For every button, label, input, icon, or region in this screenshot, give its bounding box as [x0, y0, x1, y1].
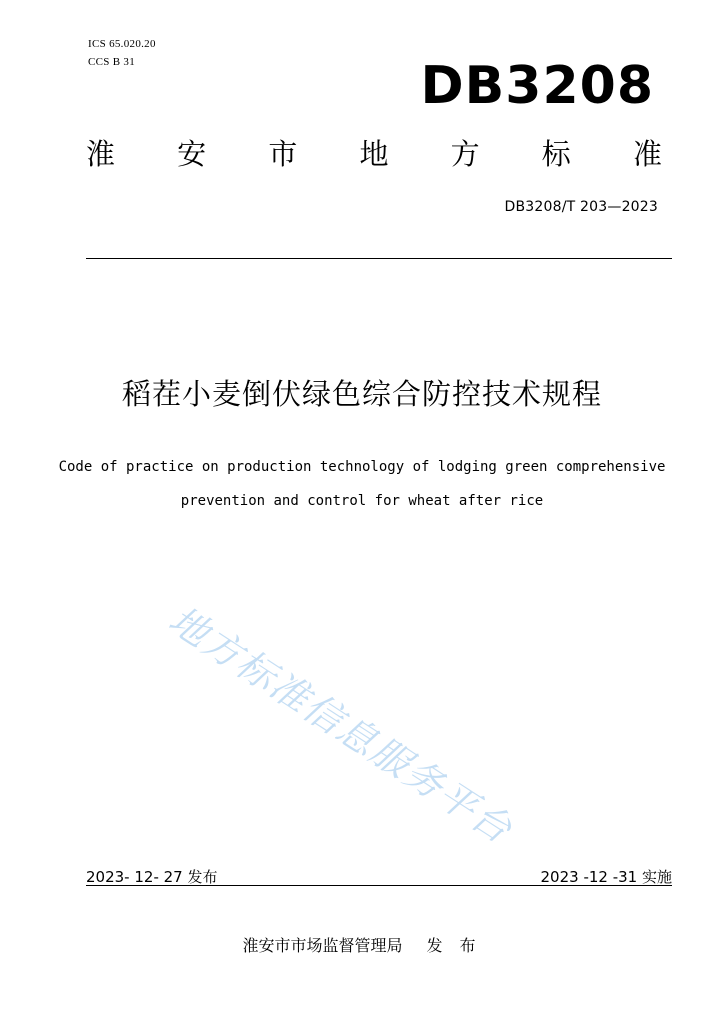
watermark-text: 地方标准信息服务平台: [161, 597, 521, 853]
publisher-action: 发 布: [426, 936, 482, 955]
ccs-code: CCS B 31: [88, 56, 136, 68]
banner-char: 方: [450, 137, 480, 171]
standard-logo: DB3208: [420, 56, 654, 116]
publisher-row: [0, 933, 724, 956]
document-title-chinese: 稻茬小麦倒伏绿色综合防控技术规程: [121, 377, 602, 411]
implementation-date: 2023 -12 -31 实施: [540, 868, 672, 886]
ics-code: ICS 65.020.20: [88, 38, 156, 50]
banner-char: 淮: [86, 137, 116, 171]
banner-char: 安: [177, 137, 207, 171]
banner-char: 标: [541, 137, 571, 171]
publisher-name: 淮安市市场监督管理局: [242, 936, 403, 955]
header-divider: [86, 258, 672, 259]
banner-char: 地: [359, 137, 389, 171]
standard-number: DB3208/T 203—2023: [504, 199, 658, 215]
standard-category-banner: [86, 137, 662, 171]
banner-char: 准: [632, 137, 662, 171]
document-title-english-line-2: prevention and control for wheat after rice: [180, 493, 544, 509]
issue-date: 2023- 12- 27 发布: [86, 868, 218, 886]
footer-divider: [86, 885, 672, 886]
banner-char: 市: [268, 137, 298, 171]
document-title-english-line-1: Code of practice on production technology of lodging green comprehensive: [58, 459, 666, 475]
